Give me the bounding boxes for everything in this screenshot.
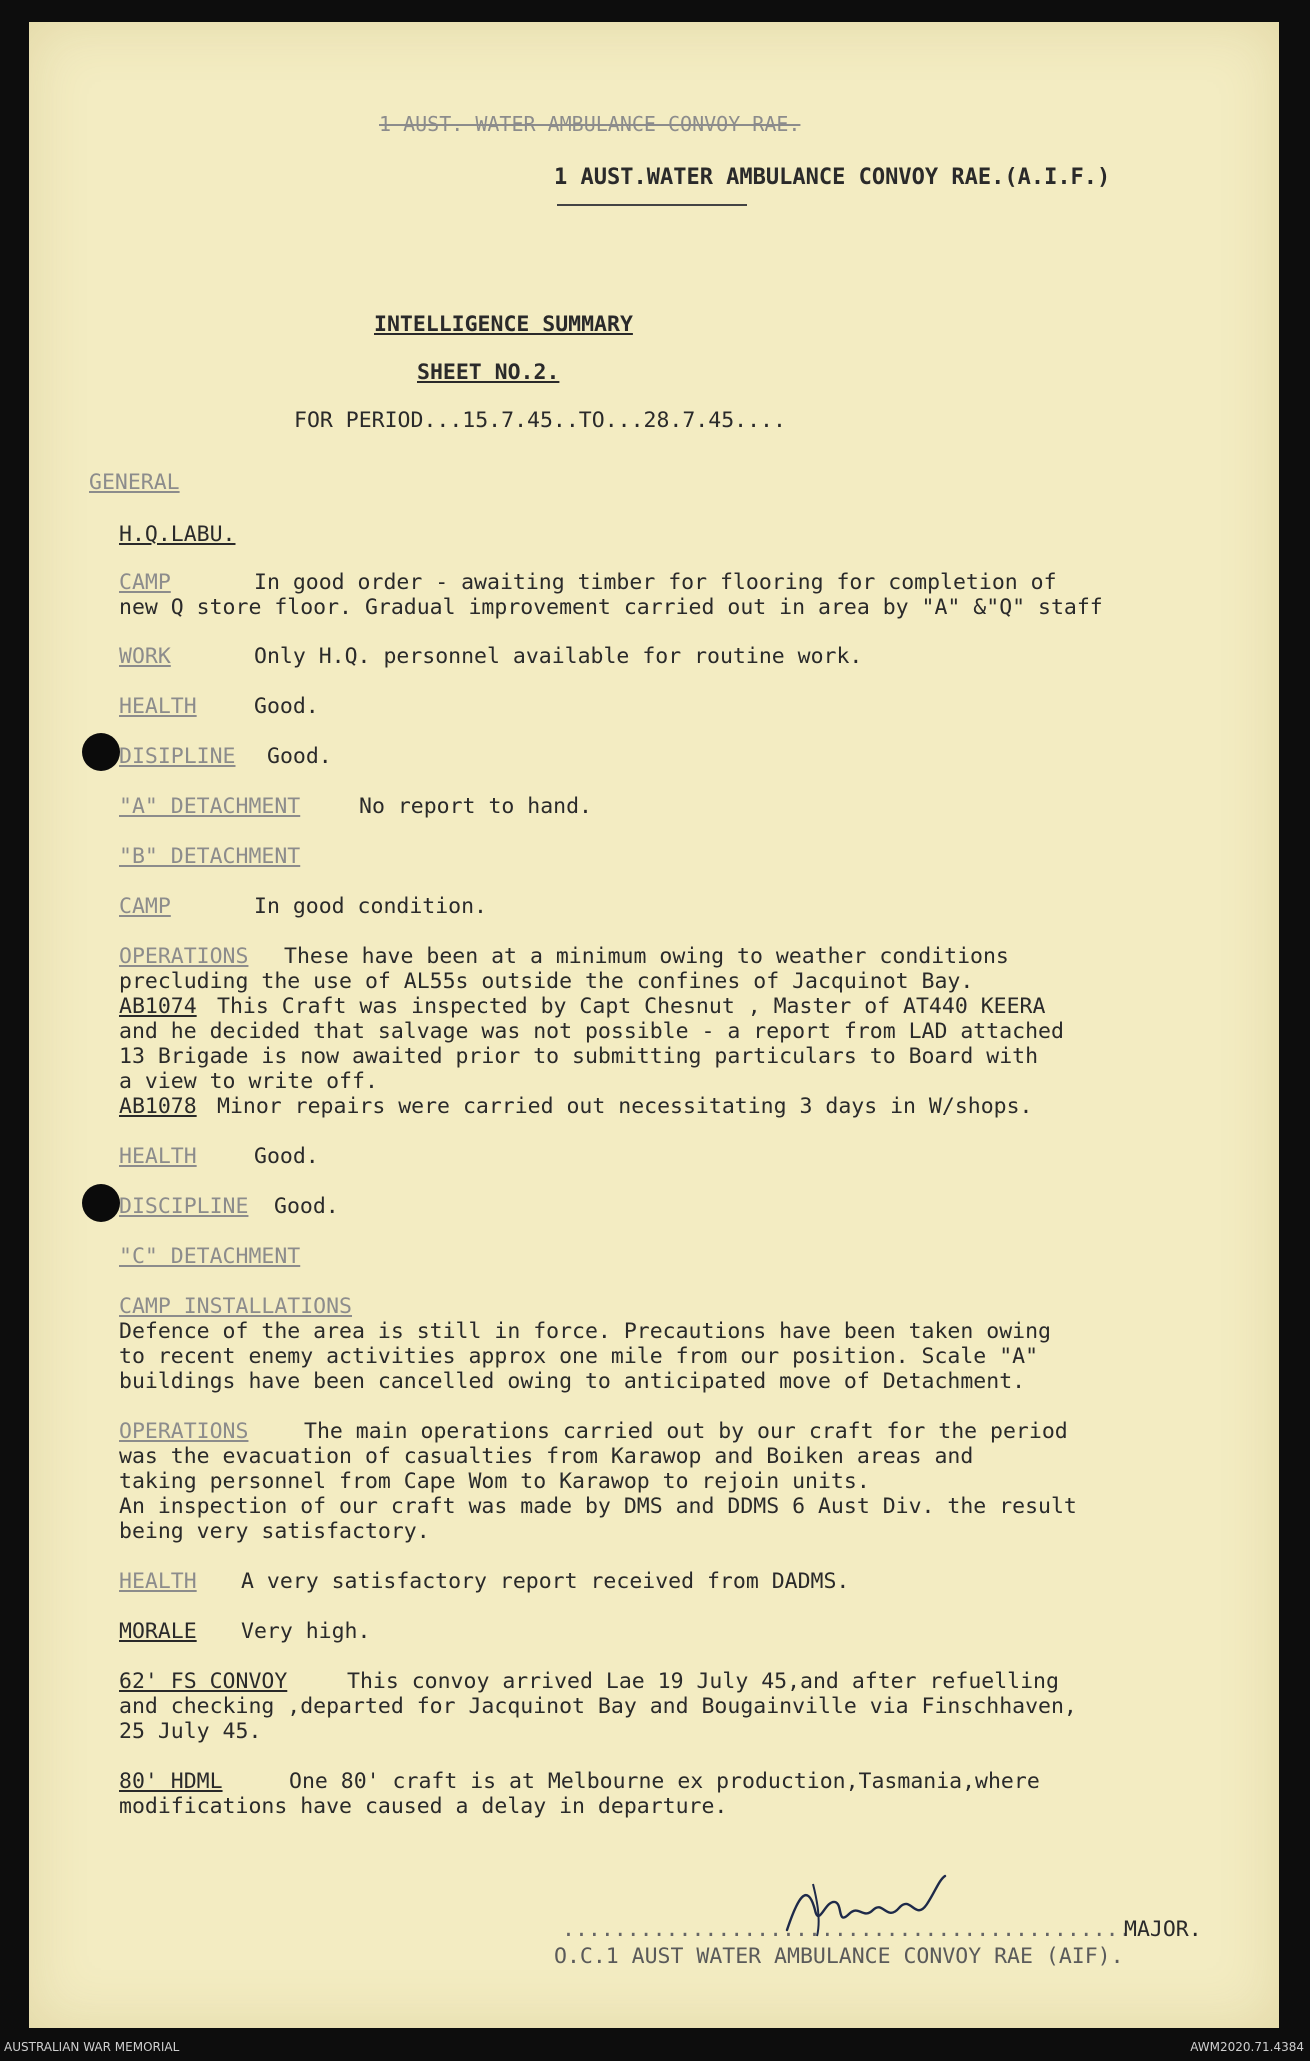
ab1078-text: Minor repairs were carried out necessitating 3 days in W/shops.: [217, 1094, 1033, 1119]
signature-rank: MAJOR.: [1124, 1917, 1202, 1942]
b-ops-label: OPERATIONS: [119, 944, 249, 969]
ab1074-line-4: a view to write off.: [119, 1069, 378, 1094]
punch-hole-bottom: [82, 1184, 120, 1222]
convoy-line-3: 25 July 45.: [119, 1719, 262, 1744]
hq-camp-label: CAMP: [119, 570, 171, 595]
convoy-label: 62' FS CONVOY: [119, 1669, 288, 1694]
unit-underline: [557, 204, 747, 206]
b-health-text: Good.: [254, 1144, 319, 1169]
signature-dots: ............................................: [562, 1917, 1132, 1942]
b-ops-line-1: These have been at a minimum owing to weather conditions: [284, 944, 1009, 969]
ab1074-line-1: This Craft was inspected by Capt Chesnut , Master of AT440 KEERA: [217, 994, 1046, 1019]
period-label: FOR PERIOD: [294, 408, 424, 433]
signature-title: O.C.1 AUST WATER AMBULANCE CONVOY RAE (AIF).: [554, 1944, 1124, 1969]
c-camp-line-3: buildings have been cancelled owing to anticipated move of Detachment.: [119, 1369, 1026, 1394]
c-camp-line-1: Defence of the area is still in force. Precautions have been taken owing: [119, 1319, 1051, 1344]
b-discipline-label: DISCIPLINE: [119, 1194, 249, 1219]
b-health-label: HEALTH: [119, 1144, 197, 1169]
hdml-line-2: modifications have caused a delay in departure.: [119, 1794, 728, 1819]
c-camp-line-2: to recent enemy activities approx one mile from our position. Scale "A": [119, 1344, 1039, 1369]
hq-health-text: Good.: [254, 694, 319, 719]
c-ops-line-4: An inspection of our craft was made by DMS and DDMS 6 Aust Div. the result: [119, 1494, 1077, 1519]
b-discipline-text: Good.: [274, 1194, 339, 1219]
c-health-label: HEALTH: [119, 1569, 197, 1594]
punch-hole-top: [82, 733, 120, 771]
footer-accession-number: AWM2020.71.4384: [1190, 2040, 1304, 2054]
hq-discipline-label: DISIPLINE: [119, 744, 236, 769]
b-camp-text: In good condition.: [254, 894, 487, 919]
convoy-line-2: and checking ,departed for Jacquinot Bay and Bougainville via Finschhaven,: [119, 1694, 1077, 1719]
unit-heading: 1 AUST.WATER AMBULANCE CONVOY RAE.(A.I.F.): [554, 165, 1111, 190]
general-heading: GENERAL: [89, 470, 180, 495]
sheet-number: SHEET NO.2.: [417, 360, 560, 385]
b-detachment-label: "B" DETACHMENT: [119, 844, 301, 869]
hdml-label: 80' HDML: [119, 1769, 223, 1794]
c-ops-line-3: taking personnel from Cape Wom to Karawop to rejoin units.: [119, 1469, 870, 1494]
ab1074-line-3: 13 Brigade is now awaited prior to submitting particulars to Board with: [119, 1044, 1039, 1069]
hq-heading: H.Q.LABU.: [119, 522, 236, 547]
period-to: 28.7.45: [643, 408, 735, 433]
b-camp-label: CAMP: [119, 894, 171, 919]
convoy-line-1: This convoy arrived Lae 19 July 45,and after refuelling: [347, 1669, 1059, 1694]
period-to-label: TO: [578, 408, 605, 433]
footer-archive-name: AUSTRALIAN WAR MEMORIAL: [4, 2040, 180, 2054]
hq-work-label: WORK: [119, 644, 171, 669]
c-ops-label: OPERATIONS: [119, 1419, 249, 1444]
c-detachment-label: "C" DETACHMENT: [119, 1244, 301, 1269]
period-from: 15.7.45: [462, 408, 553, 433]
c-ops-line-2: was the evacuation of casualties from Karawop and Boiken areas and: [119, 1444, 974, 1469]
period-line: FOR PERIOD...15.7.45..TO...28.7.45....: [294, 408, 786, 433]
c-ops-line-5: being very satisfactory.: [119, 1519, 430, 1544]
a-detachment-label: "A" DETACHMENT: [119, 794, 301, 819]
c-camp-label: CAMP INSTALLATIONS: [119, 1294, 352, 1319]
ab1074-line-2: and he decided that salvage was not possible - a report from LAD attached: [119, 1019, 1064, 1044]
hq-health-label: HEALTH: [119, 694, 197, 719]
hq-discipline-text: Good.: [267, 744, 332, 769]
hq-camp-text-1: In good order - awaiting timber for flooring for completion of: [254, 570, 1057, 595]
c-ops-line-1: The main operations carried out by our craft for the period: [304, 1419, 1068, 1444]
document-page: [29, 22, 1279, 2028]
ab1078-label: AB1078: [119, 1094, 197, 1119]
c-morale-label: MORALE: [119, 1619, 197, 1644]
c-health-text: A very satisfactory report received from DADMS.: [241, 1569, 850, 1594]
b-ops-line-2: precluding the use of AL55s outside the confines of Jacquinot Bay.: [119, 969, 974, 994]
hq-camp-text-2: new Q store floor. Gradual improvement carried out in area by "A" &"Q" staff: [119, 595, 1103, 620]
struck-header: 1 AUST. WATER AMBULANCE CONVOY RAE.: [379, 112, 801, 136]
a-detachment-text: No report to hand.: [359, 794, 592, 819]
summary-title: INTELLIGENCE SUMMARY: [374, 312, 633, 337]
c-morale-text: Very high.: [241, 1619, 371, 1644]
hdml-line-1: One 80' craft is at Melbourne ex production,Tasmania,where: [289, 1769, 1040, 1794]
ab1074-label: AB1074: [119, 994, 197, 1019]
hq-work-text: Only H.Q. personnel available for routine work.: [254, 644, 863, 669]
